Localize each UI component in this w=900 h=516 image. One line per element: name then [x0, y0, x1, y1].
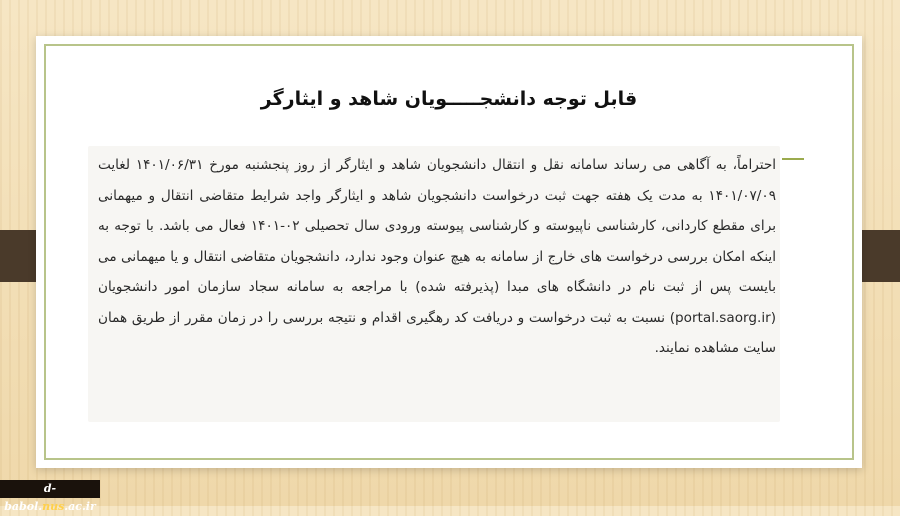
announcement-body: احتراماً، به آگاهی می رساند سامانه نقل و انتقال دانشجویان شاهد و ایثارگر از روز پنجشنبه مورخ ۱۴۰۱/۰۶/۳۱ لغایت ۱۴۰۱/۰۷/۰۹ به مدت یک هفته جهت ثبت درخواست دانشجویان شاهد و ایثارگر واجد شرایط متقاضی انتقال و میهمانی برای مقطع کاردانی، کارشناسی ناپیوسته و کارشناسی پیوسته ورودی سال تحصیلی ۰۲-۱۴۰۱ فعال می باشد. با توجه به اینکه امکان بررسی درخواست های خارج از سامانه به هیچ عنوان وجود ندارد، دانشجویان متقاضی انتقال و یا میهمانی می بایست پس از ثبت نام در دانشگاه های مبدا (پذیرفته شده) با مراجعه به سامانه سجاد سازمان امور دانشجویان (portal.saorg.ir) نسبت به ثبت درخواست و دریافت کد رهگیری اقدام و نتیجه بررسی را در زمان مقرر از طریق همان سایت مشاهده نمایند.: [98, 157, 776, 356]
slide-title: قابل توجه دانشجـــــویان شاهد و ایثارگر: [260, 88, 638, 110]
watermark-prefix: d-babol.: [4, 482, 57, 513]
watermark-middle: nus: [42, 500, 65, 513]
watermark-suffix: .ac.ir: [64, 500, 96, 513]
slide-card: [36, 36, 862, 468]
accent-line: [782, 158, 804, 160]
right-decor-bar: [856, 230, 900, 282]
left-decor-bar: [0, 230, 36, 282]
site-watermark: [0, 480, 100, 513]
